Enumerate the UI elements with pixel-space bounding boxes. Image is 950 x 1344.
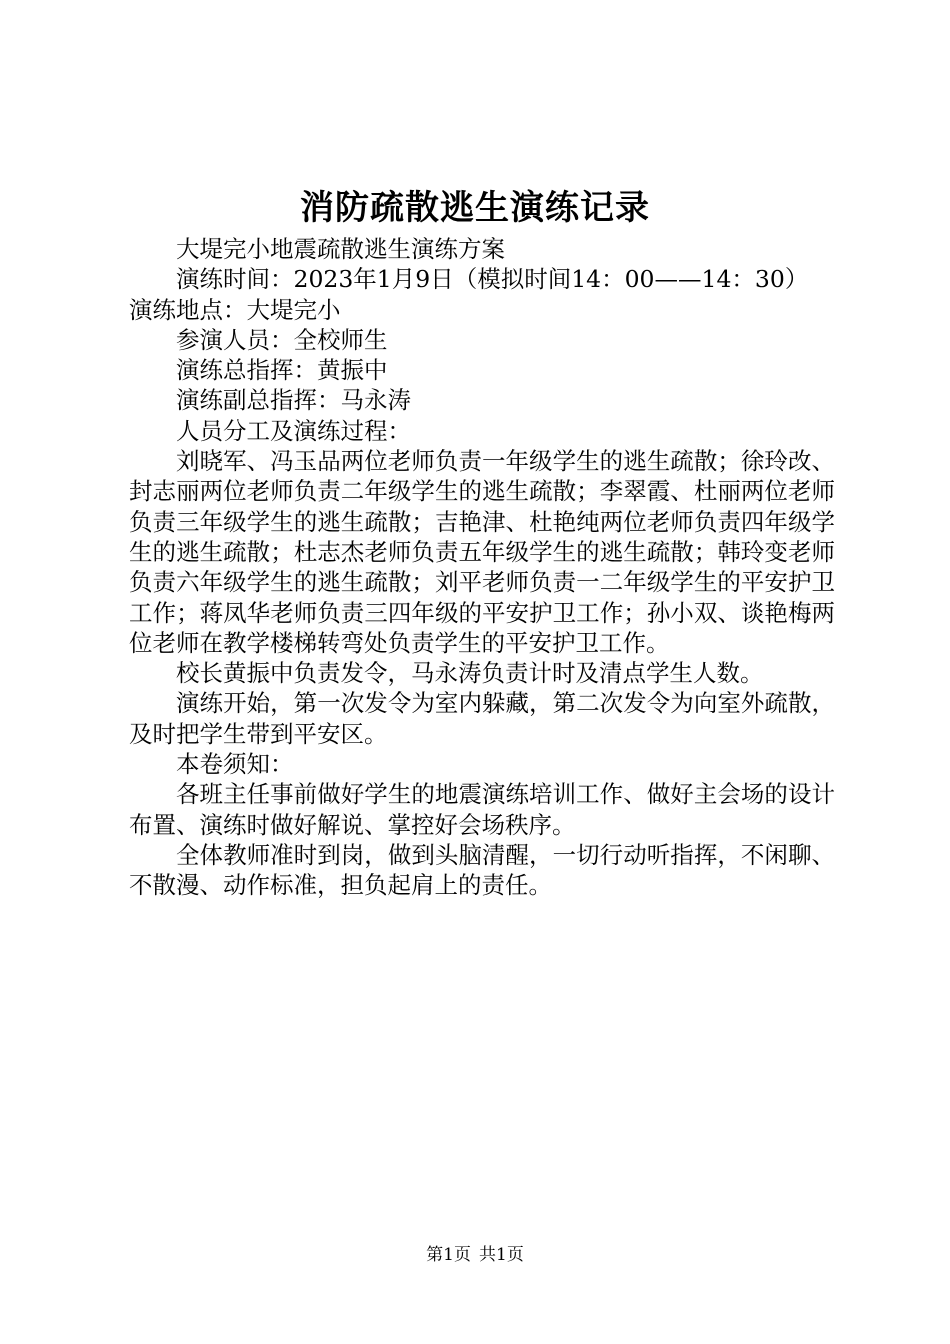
page-total: 共1页 <box>479 1245 524 1265</box>
page-number: 第1页 <box>426 1245 471 1265</box>
paragraph-notice-heading: 本卷须知： <box>176 750 294 779</box>
paragraph-drill-start: 演练开始，第一次发令为室内躲藏，第二次发令为向室外疏散，及时把学生带到平安区。 <box>129 689 835 748</box>
paragraph-notice-staff: 全体教师准时到岗，做到头脑清醒，一切行动听指挥，不闲聊、不散漫、动作标准，担负起肩上的责任。 <box>129 840 835 900</box>
document-title: 消防疏散逃生演练记录 <box>300 188 650 228</box>
paragraph-division-heading: 人员分工及演练过程： <box>176 416 411 445</box>
paragraph-drill-location: 演练地点：大堤完小 <box>129 295 341 324</box>
paragraph-notice-teachers: 各班主任事前做好学生的地震演练培训工作、做好主会场的设计布置、演练时做好解说、掌控好会场秩序。 <box>129 780 835 839</box>
paragraph-principal-command: 校长黄振中负责发令，马永涛负责计时及清点学生人数。 <box>176 659 764 688</box>
paragraph-participants: 参演人员：全校师生 <box>176 325 388 354</box>
paragraph-plan-title: 大堤完小地震疏散逃生演练方案 <box>176 235 505 263</box>
paragraph-commander: 演练总指挥：黄振中 <box>176 356 388 385</box>
document-body <box>129 234 835 901</box>
paragraph-deputy-commander: 演练副总指挥：马永涛 <box>176 386 411 415</box>
paragraph-teacher-assignments: 刘晓军、冯玉品两位老师负责一年级学生的逃生疏散；徐玲改、封志丽两位老师负责二年级学生的逃生疏散；李翠霞、杜丽两位老师负责三年级学生的逃生疏散；吉艳津、杜艳纯两位老师负责四年级学生的逃生疏散；杜志杰老师负责五年级学生的逃生疏散；韩玲变老师负责六年级学生的逃生疏散；刘平老师负责一二年级学生的平安护卫工作；蒋凤华老师负责三四年级的平安护卫工作；孙小双、谈艳梅两位老师在教学楼梯转弯处负责学生的平安护卫工作。 <box>129 447 835 657</box>
paragraph-drill-time: 演练时间：2023年1月9日（模拟时间14：00——14：30） <box>176 265 809 294</box>
page-footer <box>0 1240 950 1270</box>
